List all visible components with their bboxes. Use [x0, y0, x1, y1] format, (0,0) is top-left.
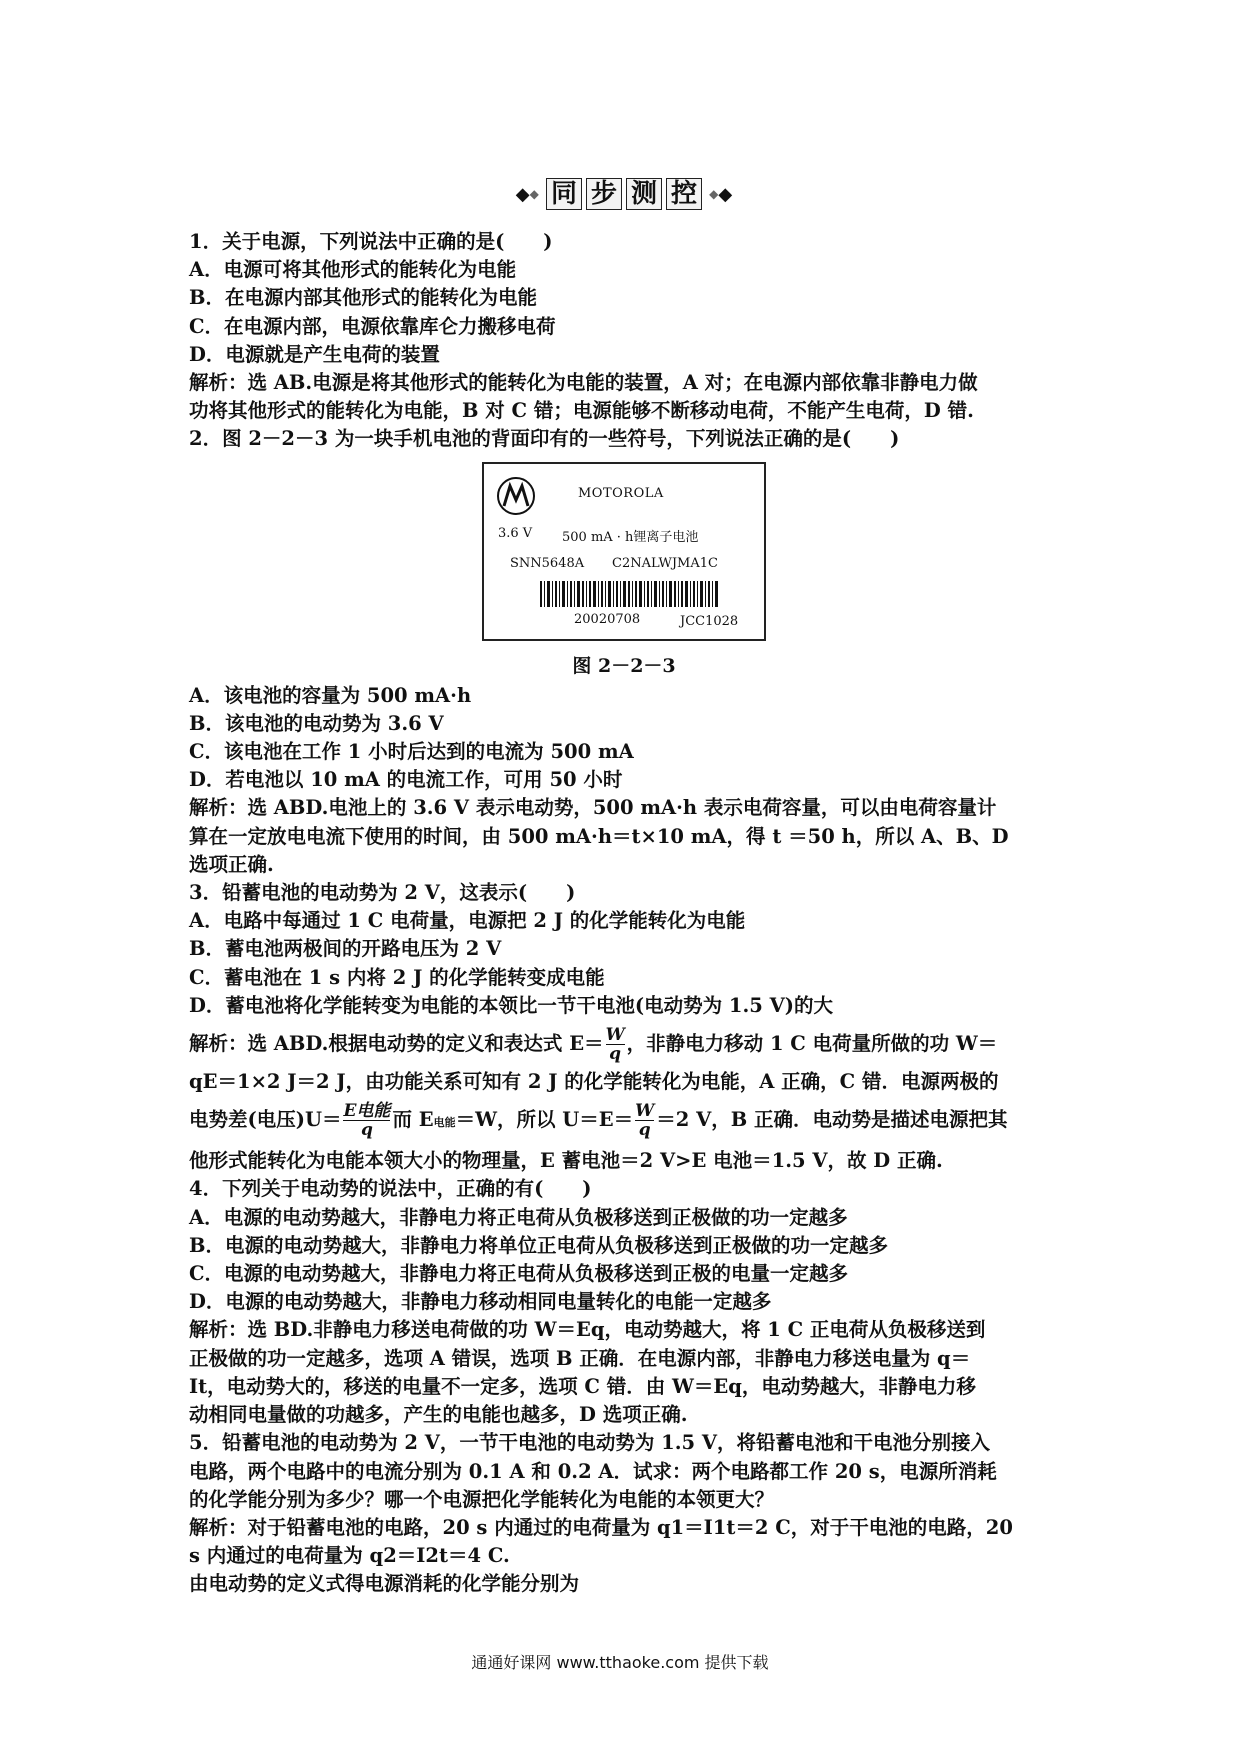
q1-analysis: 解析：选 AB.电源是将其他形式的能转化为电能的装置，A 对；在电源内部依靠非静电力做 [189, 371, 978, 395]
battery-label [482, 462, 766, 641]
fraction-e-over-q [343, 1102, 390, 1139]
header-char: 同 [546, 178, 582, 210]
q3-analysis-text: ，非静电力移动 1 C 电荷量所做的功 W＝ [626, 1032, 998, 1056]
q4-stem: 4．下列关于电动势的说法中，正确的有( ) [189, 1177, 592, 1201]
q2-stem: 2．图 2－2－3 为一块手机电池的背面印有的一些符号，下列说法正确的是( ) [189, 427, 900, 451]
fraction-denominator: q [609, 1044, 622, 1065]
q3-stem: 3．铅蓄电池的电动势为 2 V，这表示( ) [189, 881, 576, 905]
q4-option: C．电源的电动势越大，非静电力将正电荷从负极移送到正极的电量一定越多 [189, 1262, 849, 1286]
q5-analysis: s 内通过的电荷量为 q2＝I2t＝4 C. [189, 1544, 510, 1568]
diamond-icon: ◆ [515, 183, 530, 205]
q5-stem: 的化学能分别为多少？哪一个电源把化学能转化为电能的本领更大？ [189, 1487, 775, 1511]
label-serial: C2NALWJMA1C [612, 555, 718, 571]
q1-stem: 1．关于电源，下列说法中正确的是( ) [189, 230, 553, 253]
q4-analysis: 正极做的功一定越多，选项 A 错误，选项 B 正确．在电源内部，非静电力移送电量为 q＝ [189, 1346, 971, 1370]
q4-analysis: 解析：选 BD.非静电力移送电荷做的功 W＝Eq，电动势越大，将 1 C 正电荷从负极移送到 [189, 1318, 986, 1342]
diamond-small-icon: ◆ [709, 187, 719, 201]
q4-analysis: It，电动势大的，移送的电量不一定多，选项 C 错．由 W＝Eq，电动势越大，非静电力移 [189, 1374, 976, 1398]
q3-analysis-line1 [189, 1020, 1059, 1068]
fraction-denominator: q [361, 1120, 373, 1141]
diamond-icon: ◆ [718, 183, 733, 205]
q2-option: A．该电池的容量为 500 mA·h [189, 683, 472, 707]
q4-option: A．电源的电动势越大，非静电力将正电荷从负极移送到正极做的功一定越多 [189, 1205, 848, 1229]
q5-stem: 电路，两个电路中的电流分别为 0.1 A 和 0.2 A．试求：两个电路都工作 20 s，电源所消耗 [189, 1459, 997, 1483]
q3-analysis-text: ＝2 V，B 正确．电动势是描述电源把其 [656, 1108, 1008, 1132]
q3-analysis-text: 电势差(电压)U＝ [189, 1108, 342, 1132]
q3-analysis-line2: qE＝1×2 J＝2 J，由功能关系可知有 2 J 的化学能转化为电能，A 正确，C 错．电源两极的 [189, 1070, 999, 1094]
q4-option: D．电源的电动势越大，非静电力移动相同电量转化的电能一定越多 [189, 1290, 772, 1314]
q3-analysis-line3 [189, 1096, 1059, 1147]
q2-analysis: 选项正确. [189, 852, 274, 876]
q3-analysis-text: 而 E [392, 1108, 434, 1132]
header-char: 控 [666, 178, 702, 210]
fraction-numerator: E电能 [343, 1101, 391, 1122]
q2-analysis: 算在一定放电电流下使用的时间，由 500 mA·h＝t×10 mA，得 t ＝50 h，所以 A、B、D [189, 824, 1009, 848]
q3-analysis-text: ＝W，所以 U＝E＝ [455, 1108, 634, 1132]
section-header [189, 178, 1059, 218]
page-footer: 通通好课网 www.tthaoke.com 提供下载 [471, 1653, 769, 1672]
label-capacity: 500 mA · h锂离子电池 [562, 529, 699, 545]
header-char: 测 [626, 178, 662, 210]
fraction-denominator: q [638, 1120, 651, 1141]
label-brand: MOTOROLA [578, 485, 664, 501]
q3-option: D．蓄电池将化学能转变为电能的本领比一节干电池(电动势为 1.5 V)的大 [189, 993, 833, 1017]
q3-analysis-line4: 他形式能转化为电能本领大小的物理量，E 蓄电池＝2 V>E 电池＝1.5 V，故 D 正确. [189, 1149, 943, 1173]
figure-caption: 图 2－2－3 [572, 654, 676, 677]
fraction-w-over-q [635, 1102, 654, 1139]
q5-analysis: 由电动势的定义式得电源消耗的化学能分别为 [189, 1572, 580, 1596]
q4-analysis: 动相同电量做的功越多，产生的电能也越多，D 选项正确. [189, 1403, 688, 1427]
label-voltage: 3.6 V [498, 525, 533, 541]
label-date: 20020708 [574, 611, 641, 627]
q3-option: A．电路中每通过 1 C 电荷量，电源把 2 J 的化学能转化为电能 [189, 909, 746, 933]
battery-figure [189, 462, 1059, 678]
diamond-small-icon: ◆ [529, 187, 539, 201]
q4-option: B．电源的电动势越大，非静电力将单位正电荷从负极移送到正极做的功一定越多 [189, 1233, 888, 1257]
subscript-text: 电能 [433, 1116, 456, 1130]
q2-option: B．该电池的电动势为 3.6 V [189, 711, 444, 735]
q3-option: B．蓄电池两极间的开路电压为 2 V [189, 937, 502, 961]
q5-stem: 5．铅蓄电池的电动势为 2 V，一节干电池的电动势为 1.5 V，将铅蓄电池和干电池分别接入 [189, 1431, 990, 1455]
fraction-numerator: W [635, 1101, 655, 1122]
q1-option: B．在电源内部其他形式的能转化为电能 [189, 286, 537, 310]
q1-option: A．电源可将其他形式的能转化为电能 [189, 258, 517, 282]
q5-analysis: 解析：对于铅蓄电池的电路，20 s 内通过的电荷量为 q1＝I1t＝2 C，对于干电池的电路，20 [189, 1515, 1013, 1539]
q1-analysis: 功将其他形式的能转化为电能，B 对 C 错；电源能够不断移动电荷，不能产生电荷，D 错. [189, 399, 974, 423]
q1-option: C．在电源内部，电源依靠库仑力搬移电荷 [189, 314, 556, 338]
q2-option: C．该电池在工作 1 小时后达到的电流为 500 mA [189, 740, 634, 764]
q3-option: C．蓄电池在 1 s 内将 2 J 的化学能转变成电能 [189, 965, 605, 989]
motorola-logo-icon [496, 476, 536, 516]
label-serial: SNN5648A [510, 555, 585, 571]
worksheet-page [189, 178, 1059, 1599]
header-char: 步 [586, 178, 622, 210]
q3-analysis-text: 解析：选 ABD.根据电动势的定义和表达式 E＝ [189, 1032, 604, 1056]
q2-analysis: 解析：选 ABD.电池上的 3.6 V 表示电动势，500 mA·h 表示电荷容量，可以由电荷容量计 [189, 796, 997, 820]
barcode-icon [540, 581, 720, 607]
q2-option: D．若电池以 10 mA 的电流工作，可用 50 小时 [189, 768, 623, 792]
fraction-w-over-q [606, 1026, 625, 1063]
label-code: JCC1028 [680, 613, 739, 629]
q1-option: D．电源就是产生电荷的装置 [189, 342, 440, 366]
fraction-numerator: W [605, 1025, 625, 1046]
